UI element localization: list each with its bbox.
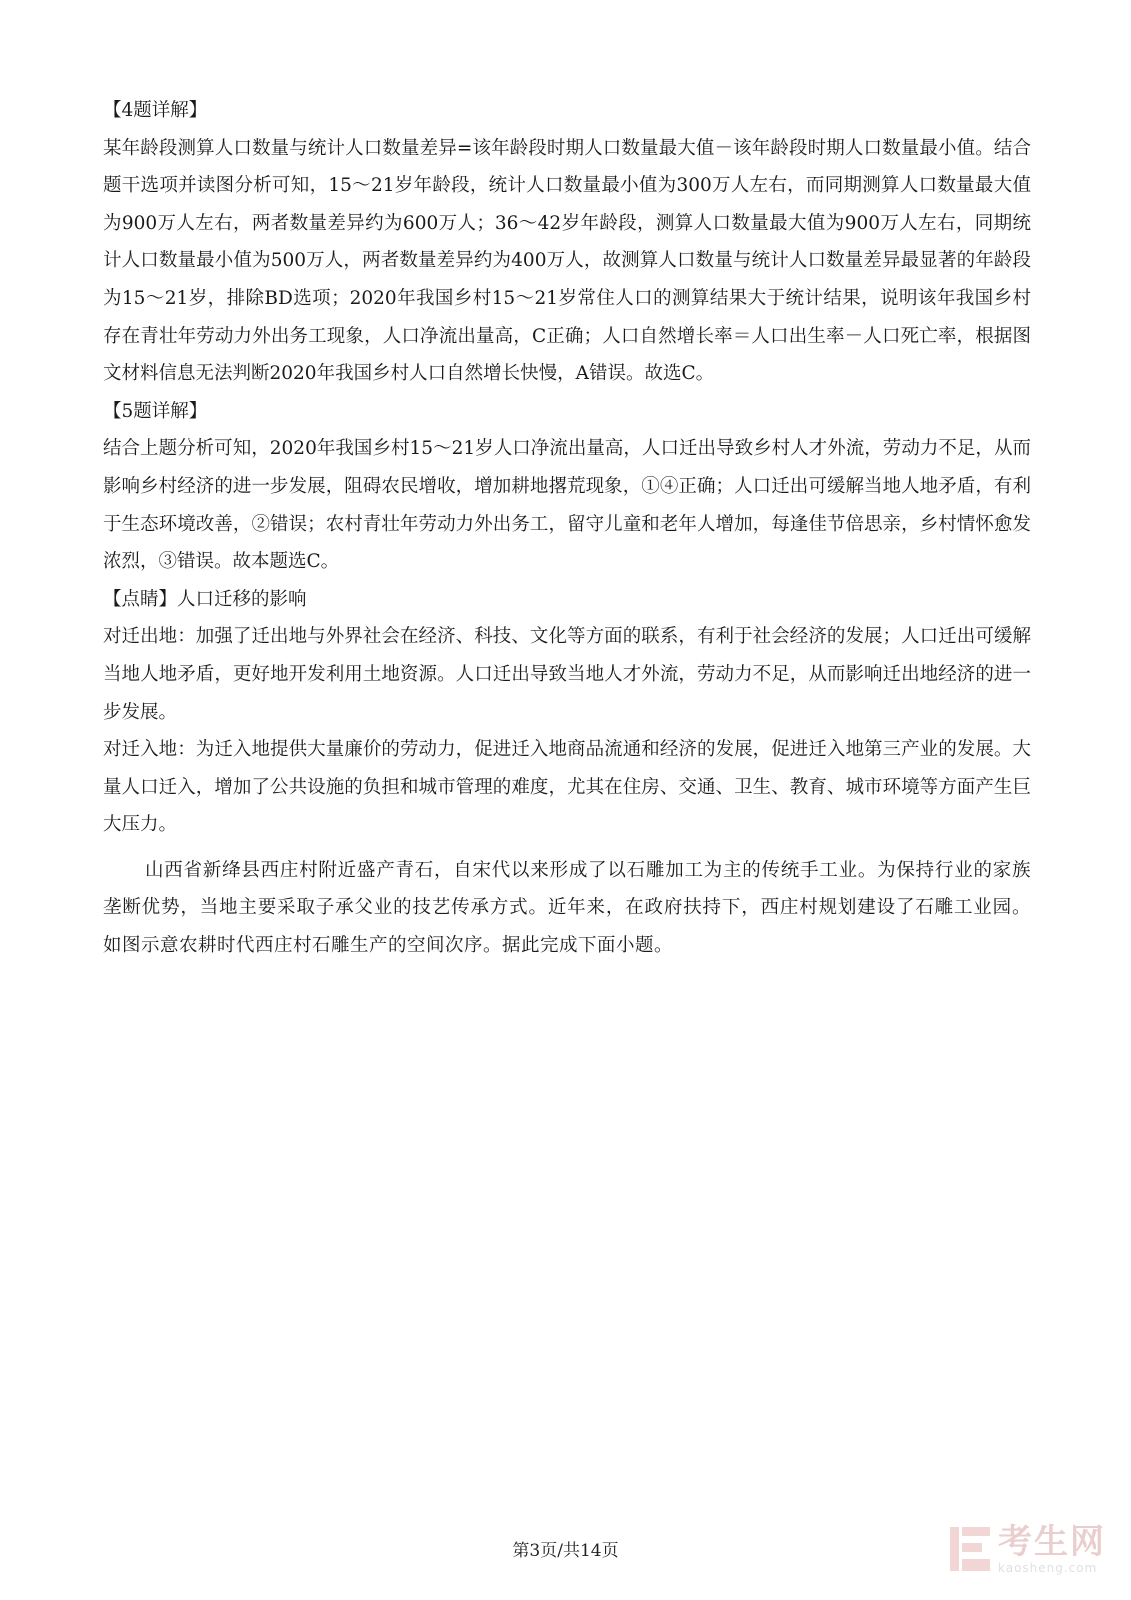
watermark-text-cn: 考生网 xyxy=(998,1522,1106,1562)
document-body xyxy=(103,92,1031,965)
watermark-text-en: kaosheng.com xyxy=(998,1561,1098,1575)
section-paragraph-q5: 结合上题分析可知，2020年我国乡村15～21岁人口净流出量高，人口迁出导致乡村人才外流，劳动力不足，从而影响乡村经济的进一步发展，阻碍农民增收，增加耕地撂荒现象，①④正确；人口迁出可缓解当地人地矛盾，有利于生态环境改善，②错误；农村青壮年劳动力外出务工，留守儿童和老年人增加，每逢佳节倍思亲，乡村情怀愈发浓烈，③错误。故本题选C。 xyxy=(103,438,1031,573)
site-watermark xyxy=(948,1514,1118,1584)
section-heading-q4: 【4题详解】 xyxy=(103,100,208,121)
watermark-logo-icon xyxy=(948,1523,992,1575)
reading-passage: 山西省新绛县西庄村附近盛产青石，自宋代以来形成了以石雕加工为主的传统手工业。为保持行业的家族垄断优势，当地主要采取子承父业的技艺传承方式。近年来，在政府扶持下，西庄村规划建设了石雕工业园。如图示意农耕时代西庄村石雕生产的空间次序。据此完成下面小题。 xyxy=(103,859,1031,957)
page-footer: 第3页/共14页 xyxy=(512,1541,619,1561)
section-paragraph-immigration: 对迁入地：为迁入地提供大量廉价的劳动力，促进迁入地商品流通和经济的发展，促进迁入地第三产业的发展。大量人口迁入，增加了公共设施的负担和城市管理的难度，尤其在住房、交通、卫生、教育、城市环境等方面产生巨大压力。 xyxy=(103,739,1031,836)
section-heading-q5: 【5题详解】 xyxy=(103,400,208,422)
section-paragraph-emigration: 对迁出地：加强了迁出地与外界社会在经济、科技、文化等方面的联系，有利于社会经济的发展；人口迁出可缓解当地人地矛盾，更好地开发利用土地资源。人口迁出导致当地人才外流，劳动力不足，从而影响迁出地经济的进一步发展。 xyxy=(103,626,1031,723)
section-paragraph-q4: 某年龄段测算人口数量与统计人口数量差异=该年龄段时期人口数量最大值－该年龄段时期人口数量最小值。结合题干选项并读图分析可知，15～21岁年龄段，统计人口数量最小值为300万人左右，而同期测算人口数量最大值为900万人左右，两者数量差异约为600万人；36～42岁年龄段，测算人口数量最大值为900万人左右，同期统计人口数量最小值为500万人，两者数量差异约为400万人，故测算人口数量与统计人口数量差异最显著的年龄段为15～21岁，排除BD选项；2020年我国乡村15～21岁常住人口的测算结果大于统计结果，说明该年我国乡村存在青壮年劳动力外出务工现象，人口净流出量高，C正确；人口自然增长率＝人口出生率－人口死亡率，根据图文材料信息无法判断2020年我国乡村人口自然增长快慢，A错误。故选C。 xyxy=(103,137,1031,385)
section-heading-tip: 【点睛】人口迁移的影响 xyxy=(103,588,307,610)
